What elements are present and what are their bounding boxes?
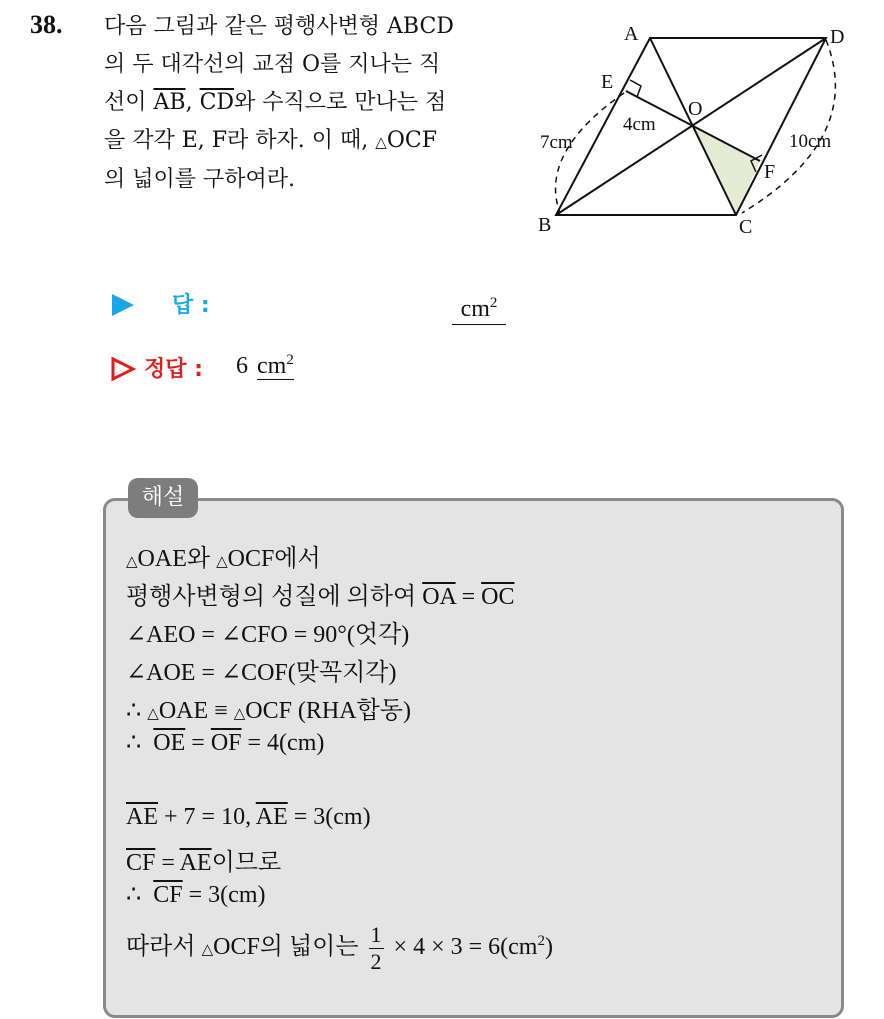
outline-play-icon (110, 356, 136, 382)
solution-line: $\overline{CF} = \overline{AE}$이므로 (126, 850, 282, 876)
label-e: E (601, 71, 614, 93)
label-7cm: 7cm (540, 132, 573, 153)
solution-line: ∠AEO = ∠CFO = 90°(엇각) (126, 622, 410, 648)
solution-line: ∴ △OAE ≡ △OCF (RHA합동) (126, 698, 411, 724)
arc-10cm (742, 40, 835, 213)
answer-unit: $cm^2$ (452, 288, 506, 325)
label-f: F (764, 161, 776, 183)
correct-answer-row (110, 350, 510, 390)
label-b: B (538, 214, 552, 236)
label-10cm: 10cm (789, 131, 832, 152)
question-line: 의 두 대각선의 교점 O를 지나는 직 (104, 52, 441, 77)
solution-line: 평행사변형의 성질에 의하여 $\overline{OA} = \overline{OC}$ (126, 584, 515, 610)
question-line: 을 각각 E, F라 하자. 이 때, △OCF (104, 128, 437, 153)
label-d: D (830, 26, 845, 48)
question-number: 38. (30, 10, 63, 39)
question-line: 다음 그림과 같은 평행사변형 ABCD (104, 14, 454, 39)
parallelogram-diagram (530, 18, 876, 248)
solution-tab: 해설 (128, 478, 198, 518)
correct-label: 정답 : (144, 357, 203, 382)
label-c: C (739, 216, 753, 238)
triangle-ocf (693, 126, 760, 215)
correct-value: 6 $cm^2$ (236, 352, 294, 379)
answer-label: 답 : (172, 293, 210, 318)
label-4cm: 4cm (623, 114, 656, 135)
solution-line: ∠AOE = ∠COF(맞꼭지각) (126, 660, 397, 686)
solution-line: △OAE와 △OCF에서 (126, 546, 321, 572)
play-icon (110, 292, 136, 318)
question-line: 선이 $\overline{AB}$, $\overline{CD}$와 수직으로 만나는 점 (104, 90, 447, 115)
question-line: 의 넓이를 구하여라. (104, 167, 295, 192)
solution-line: 따라서 △OCF의 넓이는 $\frac{1}{2}$ × $4 \times 3 = 6(cm^2)$ (126, 922, 553, 974)
label-o: O (688, 98, 703, 120)
fraction: $\frac{1}{2}$ (370, 922, 382, 974)
diagonal-bd (556, 38, 826, 215)
correct-unit: $cm^2$ (257, 352, 294, 379)
solution-line: ∴ $\overline{CF} = 3(cm)$ (126, 882, 266, 908)
question-text (104, 8, 509, 199)
solution-line: ∴ $\overline{OE} = \overline{OF} = 4(cm)$ (126, 730, 325, 756)
solution-line: $\overline{AE} + 7 = 10$, $\overline{AE} = 3(cm)$ (126, 804, 371, 830)
answer-row (110, 286, 510, 326)
label-a: A (624, 23, 639, 45)
